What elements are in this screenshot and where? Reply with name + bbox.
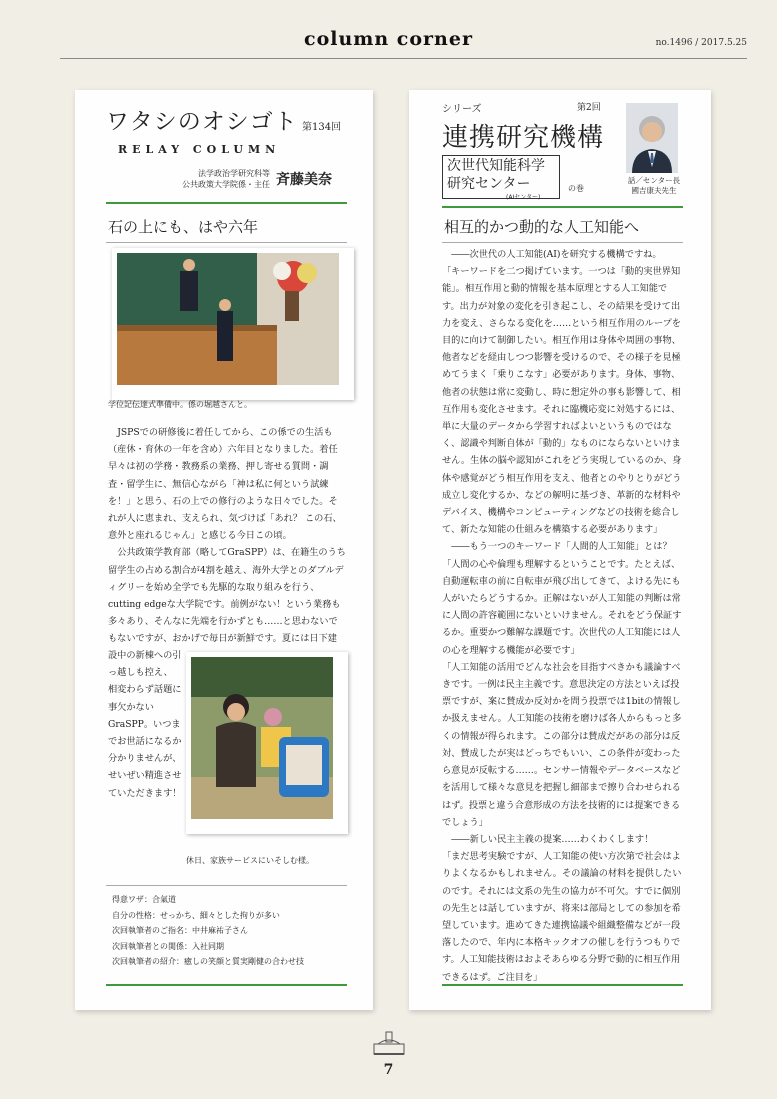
relay-column-heading: 石の上にも、はや六年 [108,218,259,236]
series-heading: 相互的かつ動的な人工知能へ [444,218,640,236]
affiliation-line-1: 法学政治学研究科等 [198,169,270,178]
author-profile [112,892,304,970]
speaker-role: 話／センター長 [627,176,681,185]
affiliation-line-2: 公共政策大学院係・主任 [182,180,270,189]
issue-number: no.1496 / 2017.5.25 [655,38,747,48]
interview-answer: 「人間の心や倫理も理解するということです。たとえば、自動運転車の前に自転車が飛び出してきて、よける先にも人がいたらどうするか。正解はないが人工知能の判断は常に人間の許容範囲にないといけません。それをどう保証するか。重要かつ難解な課題です。次世代の人工知能には人の心を理解する機能が必要です」 [442,558,682,656]
photo-caption: 休日、家族サービスにいそしむ様。 [186,856,314,865]
ceremony-photo [112,248,354,400]
author-name: 斉藤美奈 [276,172,332,188]
profile-item: 次回執筆者の紹介：癒しの笑顔と質実剛健の合わせ技 [112,957,304,966]
institute-abbreviation: (AIセンター) [506,194,541,201]
profile-item: 次回執筆者のご指名：中井麻祐子さん [112,926,248,935]
speaker-credit [624,176,684,196]
relay-column-issue: 第134回 [302,122,342,133]
family-photo [186,652,348,834]
page-number: 7 [383,1062,394,1078]
relay-column-series-name: RELAY COLUMN [118,143,281,156]
interview-question: ――次世代の人工知能(AI)を研究する機構ですね。 [451,249,662,260]
speaker-portrait [626,103,678,173]
speaker-portrait-image [626,103,678,173]
series-label: シリーズ [442,104,482,115]
yasuda-auditorium-icon [372,1030,406,1058]
series-issue: 第2回 [577,103,601,113]
divider [442,206,683,208]
divider [106,885,347,886]
divider [442,984,683,986]
divider [442,242,683,243]
speaker-name: 國吉康夫先生 [631,186,677,195]
profile-item: 次回執筆者との関係：入社同期 [112,941,224,951]
divider [106,984,347,986]
photo-caption: 学位記伝達式準備中。係の堀越さんと。 [108,400,252,409]
relay-column-body [108,424,346,648]
relay-column-body-continued: 設中の新棟への引っ越しも控え、相変わらず話題に事欠かないGraSPP。いつまでお世話になるか分かりませんが、せいぜい精進させていただきます！ [108,650,182,799]
ceremony-photo-image [117,253,339,385]
header-rule [60,58,747,59]
institute-suffix: の巻 [568,184,584,193]
author-affiliation [150,168,270,190]
masthead-title: column corner [304,28,473,50]
paragraph: 公共政策学教育部（略してGraSPP）は、在籍生のうち留学生の占める割合が4割を越え、海外大学とのダブルディグリーを始め全学でも先駆的な取り組みを行う、cutting edgeな大学院です。前例がない！という業務も多々あり、そんなに先端を行かずとも……と思わないでもないですが、おかげで毎日が新鮮です。夏には日下建 [108,547,346,645]
profile-item: 自分の性格：せっかち、細々とした拘りが多い [112,910,280,920]
interview-answer: 「キーワードを二つ掲げています。一つは「動的実世界知能」。相互作用と動的情報を基本原理とする人工知能です。出力が対象の変化を引き起こし、その結果を受けて出力を変え、さらなる変化を……という相互作用のループを目的に向けて制御したい。相互作用は身体や周囲の事物、他者などを経由しつつ影響を受けるので、その様子を見極めてうまく「乗りこなす」必要があります。身体、事物、他者の状態は常に変動し、時に想定外の事も影響して、相互作用も変化させます。それに臨機応変に対処するには、単に大量のデータから学習すればよいというものではなく、認識や判断自体が「動的」なものにならないといけません。生体の脳や認知がこれをどう実現しているのか、身体や感覚がどう相互作用を支え、他者とのやりとりがどう成立し変化するか、などの解明に基づき、革新的な材料やデバイス、機構やコンピューティングなどの技術を総合して、新たな知能の仕組みを構築する必要があります」 [442,266,682,536]
interview-question: ――もう一つのキーワード「人間的人工知能」とは？ [451,541,672,553]
paragraph: JSPSでの研修後に着任してから、この係での生活も（産休・育休の一年を含め）六年目となりました。着任早々は初の学務・教務系の業務、押し寄せる質問・調査・留学生に、無信心ながら「神は私に何という試練を！」と思う、石の上での修行のような日々でした。それが人に恵まれ、支えられ、気づけば「あれ？ この石、意外と座れるじゃん」と感じる今日この頃。 [108,427,342,542]
family-photo-image [191,657,333,819]
series-title: 連携研究機構 [442,123,605,153]
institute-name-line-1: 次世代知能科学 [447,158,545,174]
institute-name-line-2: 研究センター [447,176,531,192]
divider [106,202,347,204]
relay-column-title: ワタシのオシゴト [106,109,298,135]
series-body [442,246,684,986]
interview-answer: 「まだ思考実験ですが、人工知能の使い方次第で社会はよりよくなるかもしれません。その議論の材料を提供したいのです。それには文系の先生の協力が不可欠。すでに個別の先生とは話していますが、将来は部局としての参加を希望しています。進めてきた連携協議や組織整備などが一段落したので、年内に本格キックオフの催しを行うつもりです。人工知能技術はおよそあらゆる分野で動的に相互作用できるはず。ご注目を」 [442,851,682,983]
divider [106,242,347,243]
profile-item: 得意ワザ：合氣道 [112,895,176,904]
interview-answer: 「人工知能の活用でどんな社会を目指すべきかも議論すべきです。一例は民主主義です。意思決定の方法といえば投票ですが、案に賛成か反対かを問う投票では1bitの情報しか扱えません。人工知能の技術を磨けば各人からもっと多くの情報が得られます。この部分は賛成だがあの部分は反対、賛成したが実はどっちでもいい、この条件が変わったら意見が反転する……。センサー情報やデータベースなどを活用して様々な意見を把握し細部まで擦り合わせられるはず。投票と違う合意形成の方法を技術的には提案できるでしょう」 [442,661,682,828]
interview-question: ――新しい民主主義の提案……わくわくします！ [451,833,654,845]
institute-name-box [442,155,560,199]
